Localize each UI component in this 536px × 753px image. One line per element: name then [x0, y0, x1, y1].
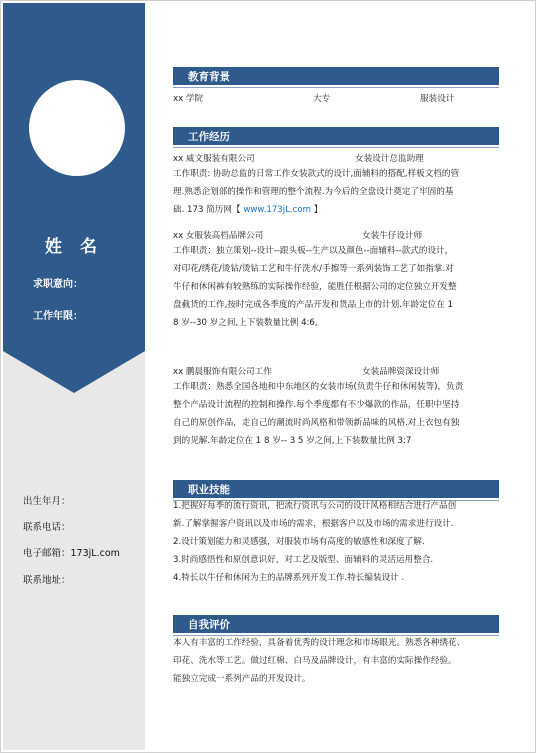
text-line: 工作职责：熟悉全国各地和中东地区的女装市场(负责牛仔和休闲装等)，负责: [173, 382, 464, 392]
text-line: [173, 201, 503, 219]
text-line: 盘截货的工作,按时完成各季度的产品开发和货品上市的计划.年龄定位在 1: [173, 300, 454, 310]
text-line: 8 岁--30 岁之间,上下装数量比例 4:6,: [173, 318, 318, 328]
text-line: 对印花/绣花/烫钻/烫钻工艺和牛仔洗水/手擦等一系列装饰工艺了如指掌.对: [173, 264, 454, 274]
job1-position: 女装设计总监助理: [355, 154, 424, 164]
email-row: [23, 545, 120, 559]
work-years-label: 工作年限：: [33, 311, 83, 322]
job-intent-label: 求职意向：: [33, 279, 83, 290]
skill-line: 4.特长以牛仔和休闲为主的品牌系列开发工作.特长编装设计 .: [173, 573, 405, 583]
divider: [173, 147, 499, 148]
education-degree: 大专: [313, 94, 331, 104]
skills-title: 职业技能: [188, 484, 230, 496]
text-segment: 础. 173 简历网【: [173, 205, 241, 215]
education-title: 教育背景: [188, 71, 230, 83]
website-link[interactable]: www.173jL.com: [243, 205, 312, 215]
text-line: 整个产品设计流程的控制和操作.每个季度都有不少爆款的作品，任职中坚持: [173, 400, 460, 410]
evaluation-line: 能独立完成一系列产品的开发设计。: [173, 674, 311, 684]
text-line: 工作职责：独立策划--设计--跟头板--生产以及颜色--面辅料--款式的设计，: [173, 246, 454, 256]
job2-company: xx 女服装高档品牌公司: [173, 231, 264, 241]
evaluation-line: 本人有丰富的工作经验，具备着优秀的设计理念和市场眼光。熟悉各种绣花、: [173, 638, 466, 648]
text-line: 自己的原创作品，走自己的潮流时尚风格和带领新品味的风格.对上衣包有独: [173, 418, 460, 428]
email-label: 电子邮箱：: [23, 548, 71, 559]
address-label: 联系地址：: [23, 575, 71, 586]
job1-description: [173, 165, 503, 219]
text-line: 工作职责: 协助总监的日常工作女装款式的设计,面辅料的搭配,样板文档的管: [173, 169, 460, 179]
text-line: 牛仔和休闲裤有较熟练的实际操作经验，能胜任根据公司的定位独立开发整: [173, 282, 457, 292]
divider: [173, 87, 499, 88]
job2-description: [173, 242, 503, 332]
skill-line: 新.了解掌握客户资讯以及市场的需求，根据客户以及市场的需求进行设计.: [173, 519, 454, 529]
education-school: xx 学院: [173, 94, 204, 104]
education-header: [173, 67, 499, 85]
skill-line: 3.时尚感悟性和原创意识好，对工艺及版型、面辅料的灵活运用整合.: [173, 555, 434, 565]
skills-list: [173, 497, 503, 587]
text-line: 到的见解.年龄定位在 1 8 岁-- 3 5 岁之间,上下装数量比例 3:7: [173, 436, 412, 446]
evaluation-text: [173, 634, 503, 688]
profile-panel: [3, 3, 145, 393]
text-line: 理.熟悉企划部的操作和管理的整个流程.为今后的全盘设计奠定了牢固的基: [173, 187, 454, 197]
email-value: 173jL.com: [70, 548, 120, 559]
candidate-name: 姓 名: [45, 237, 103, 257]
work-title: 工作经历: [188, 131, 230, 143]
evaluation-title: 自我评价: [188, 619, 230, 631]
skill-line: 2.设计策划能力和灵感强，对服装市场有高度的敏感性和深度了解.: [173, 537, 425, 547]
education-major: 服装设计: [420, 94, 455, 104]
job3-description: [173, 378, 503, 450]
skill-line: 1.把握好每季的流行资讯，把流行资讯与公司的设计风格相结合进行产品创: [173, 501, 457, 511]
avatar: [29, 80, 125, 176]
evaluation-line: 印花、洗水等工艺。做过红棉、白马及品牌设计，有丰富的实际操作经验。: [173, 656, 457, 666]
job3-company: xx 鹏晨服饰有限公司工作: [173, 367, 272, 377]
job2-position: 女装牛仔设计师: [362, 231, 423, 241]
birth-date-label: 出生年月：: [23, 496, 71, 507]
work-header: [173, 127, 499, 145]
job1-company: xx 威文服装有限公司: [173, 154, 255, 164]
text-segment: 】: [313, 205, 323, 215]
evaluation-header: [173, 615, 499, 633]
job3-position: 女装品牌资深设计师: [362, 367, 440, 377]
phone-label: 联系电话：: [23, 522, 71, 533]
skills-header: [173, 480, 499, 498]
